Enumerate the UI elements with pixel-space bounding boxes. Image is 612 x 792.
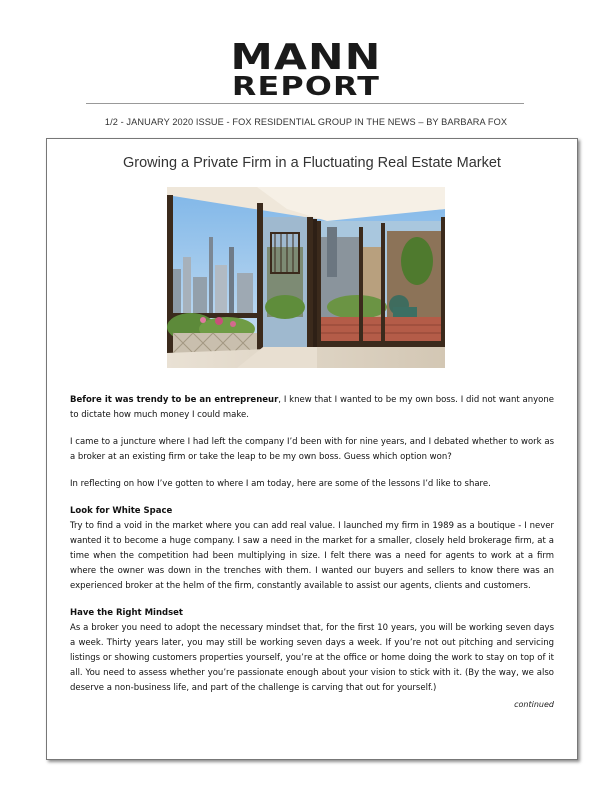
- intro-lead: Before it was trendy to be an entrepreneur: [70, 395, 279, 405]
- continued-label: continued: [514, 700, 554, 709]
- article-title: Growing a Private Firm in a Fluctuating Real Estate Market: [123, 155, 501, 171]
- section-body-white-space: Try to find a void in the market where you can add real value. I launched my firm in 1989 as a boutique - I never wanted it to become a huge company. I saw a need in the market for a smaller, closely held brokerage firm, at a time when the competition had been multiplying in size. I felt there was a need for agents to work at a firm where the owner was down in the trenches with them. I wanted our buyers and sellers to know there was an experienced broker at the helm of the firm, constantly available to assist our agents, clients and customers.: [70, 521, 554, 591]
- section-heading-white-space: Look for White Space: [70, 506, 173, 516]
- issue-line: 1/2 - JANUARY 2020 ISSUE - FOX RESIDENTIAL GROUP IN THE NEWS – BY BARBARA FOX: [104, 117, 508, 127]
- paragraph-2: I came to a juncture where I had left the company I’d been with for nine years, and I debated whether to work as a broker at an existing firm or take the leap to be my own boss. Guess which option won?: [70, 437, 554, 462]
- masthead-logo: [0, 37, 612, 102]
- header-divider: [86, 103, 524, 104]
- section-heading-mindset: Have the Right Mindset: [70, 608, 183, 618]
- article-body: [70, 393, 554, 708]
- article-frame: [46, 138, 578, 760]
- intro-paragraph: [70, 393, 554, 423]
- penthouse-terrace-photo: [167, 187, 445, 368]
- intro-rest: , I knew that I wanted to be my own boss. I did not want anyone to dictate how much money I could make.: [70, 395, 554, 420]
- masthead-line-1: MANN: [230, 37, 382, 78]
- masthead-line-2: REPORT: [231, 72, 381, 102]
- paragraph-3: In reflecting on how I’ve gotten to where I am today, here are some of the lessons I’d like to share.: [70, 479, 491, 489]
- section-body-mindset: As a broker you need to adopt the necessary mindset that, for the first 10 years, you will be working seven days a week. Thirty years later, you may still be working seven days a week. If you’re not out pitching and servicing listings or showing customers properties yourself, you’re at the office or home doing the work to stay on top of it all. You need to assess whether you’re passionate enough about your vision to stick with it. (By the way, we also deserve a non-business life, and part of the challenge is carving that out for yourself.): [70, 623, 554, 693]
